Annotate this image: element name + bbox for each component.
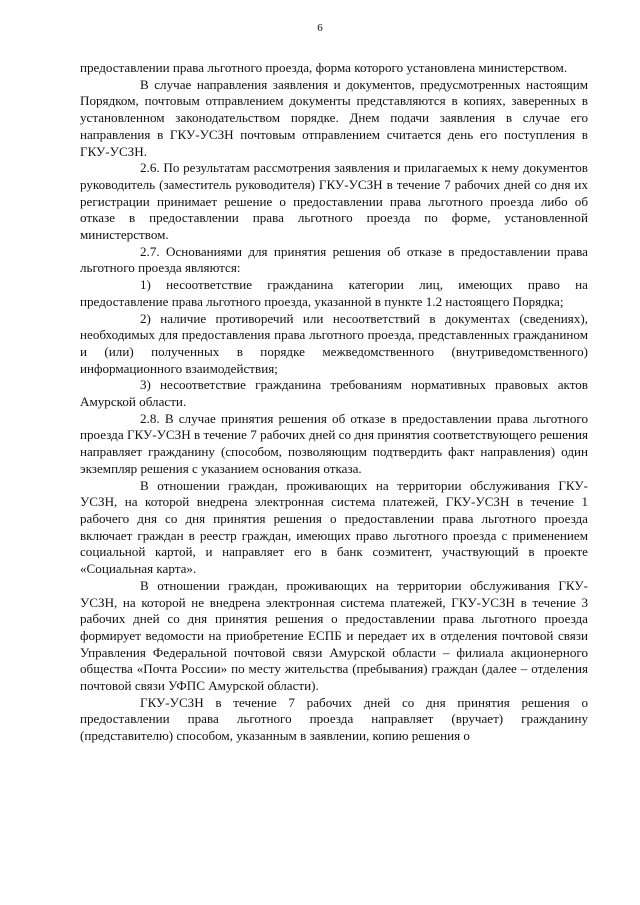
paragraph: 2.6. По результатам рассмотрения заявления и прилагаемых к нему документов руководитель (заместитель руководителя) ГКУ-УСЗН в течение 7 рабочих дней со дня их регистрации принимает решение о предоставлении права льготного проезда либо об отказе в предоставлении права льготного проезда по форме, установленной министерством. [80,160,588,243]
page-number: 6 [317,22,323,34]
list-item: 1) несоответствие гражданина категории лиц, имеющих право на предоставление права льготного проезда, указанной в пункте 1.2 настоящего Порядка; [80,277,588,309]
list-item: 2) наличие противоречий или несоответствий в документах (сведениях), необходимых для предоставления права льготного проезда, представленных гражданином и (или) полученных в порядке межведомственного (внутриведомственного) информационного взаимодействия; [80,310,588,376]
paragraph: 2.7. Основаниями для принятия решения об отказе в предоставлении права льготного проезда являются: [80,243,588,276]
paragraph: В случае направления заявления и документов, предусмотренных настоящим Порядком, почтовым отправлением документы представляются в копиях, заверенных в установленном законодательством порядке. Днем подачи заявления в случае его направления в ГКУ-УСЗН почтовым отправлением считается день его поступления в ГКУ-УСЗН. [80,76,588,159]
paragraph: В отношении граждан, проживающих на территории обслуживания ГКУ-УСЗН, на которой внедрена электронная система платежей, ГКУ-УСЗН в течение 1 рабочего дня со дня принятия решения о предоставлении права льготного проезда включает граждан в реестр граждан, имеющих право льготного проезда с применением социальной картой, и направляет его в банк соэмитент, участвующий в проекте «Социальная карта». [80,477,588,577]
paragraph: 2.8. В случае принятия решения об отказе в предоставлении права льготного проезда ГКУ-УСЗН в течение 7 рабочих дней со дня принятия соответствующего решения направляет гражданину (способом, позволяющим подтвердить факт направления) один экземпляр решения с указанием основания отказа. [80,410,588,476]
paragraph: В отношении граждан, проживающих на территории обслуживания ГКУ-УСЗН, на которой не внедрена электронная система платежей, ГКУ-УСЗН в течение 3 рабочих дней со дня принятия решения о предоставлении права льготного проезда формирует ведомости на приобретение ЕСПБ и передает их в отделения почтовой связи Управления Федеральной почтовой связи Амурской области – филиала акционерного общества «Почта России» по месту жительства (пребывания) граждан (далее – отделения почтовой связи УФПС Амурской области). [80,577,588,694]
paragraph: ГКУ-УСЗН в течение 7 рабочих дней со дня принятия решения о предоставлении права льготного проезда направляет (вручает) гражданину (представителю) способом, указанным в заявлении, копию решения о [80,694,588,744]
document-body [80,60,588,745]
list-item: 3) несоответствие гражданина требованиям нормативных правовых актов Амурской области. [80,377,588,410]
paragraph: предоставлении права льготного проезда, форма которого установлена министерством. [80,60,568,75]
